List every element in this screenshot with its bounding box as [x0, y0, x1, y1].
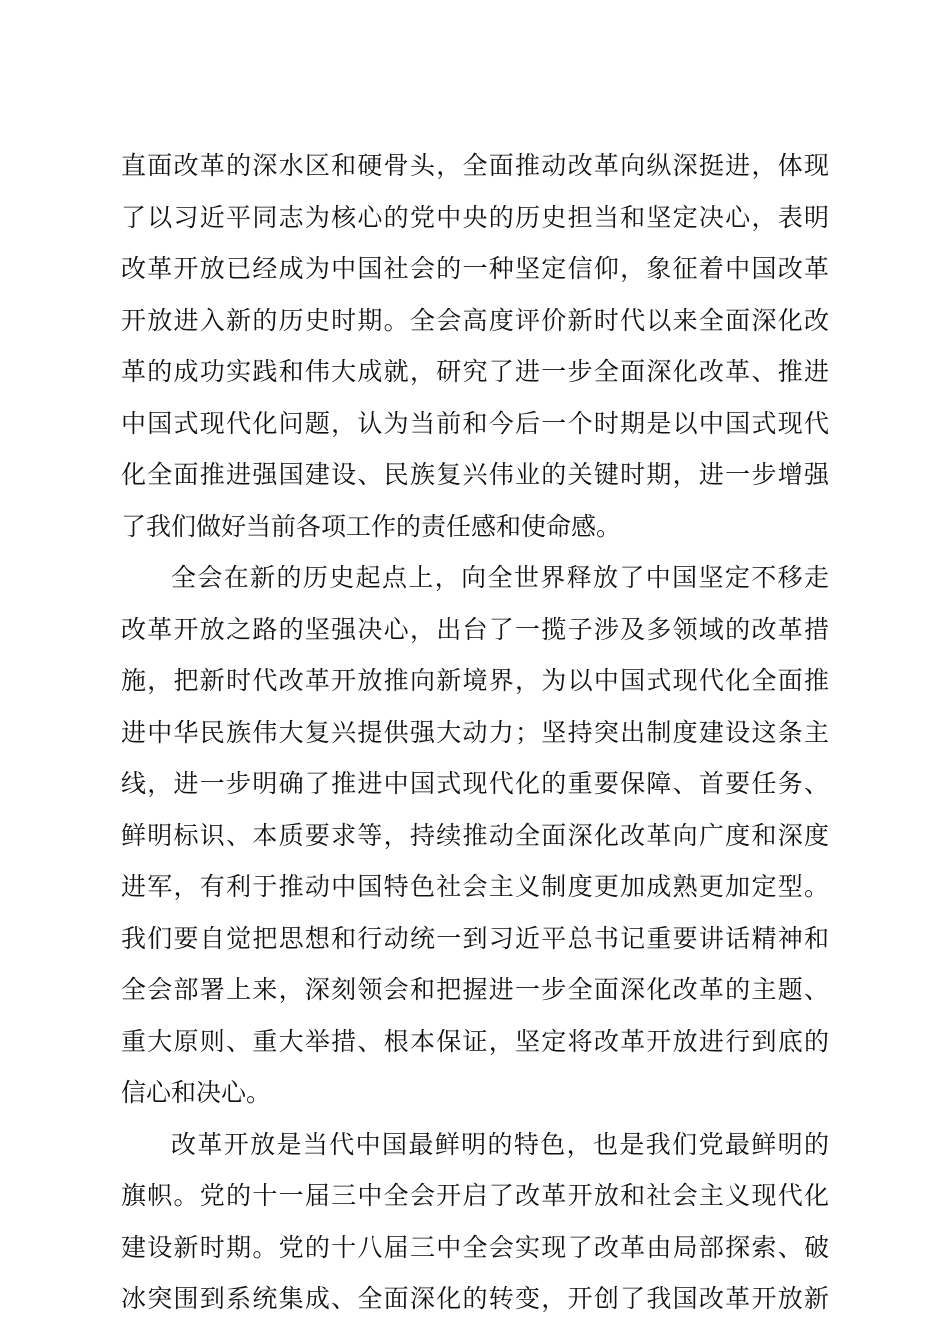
text-line: 直面改革的深水区和硬骨头，全面推动改革向纵深挺进，体现	[121, 151, 829, 180]
text-line: 线，进一步明确了推进中国式现代化的重要保障、首要任务、	[121, 769, 829, 798]
text-line: 了我们做好当前各项工作的责任感和使命感。	[121, 511, 622, 541]
text-line: 旗帜。党的十一届三中全会开启了改革开放和社会主义现代化	[121, 1181, 829, 1210]
paragraph-2	[121, 552, 829, 1119]
text-line: 重大原则、重大举措、根本保证，坚定将改革开放进行到底的	[121, 1026, 829, 1056]
text-line: 改革开放之路的坚强决心，出台了一揽子涉及多领域的改革措	[121, 614, 829, 644]
text-line: 信心和决心。	[121, 1078, 272, 1107]
text-line: 化全面推进强国建设、民族复兴伟业的关键时期，进一步增强	[121, 460, 829, 489]
text-line: 进中华民族伟大复兴提供强大动力；坚持突出制度建设这条主	[121, 717, 829, 747]
text-line: 改革开放已经成为中国社会的一种坚定信仰，象征着中国改革	[121, 254, 829, 283]
text-line: 了以习近平同志为核心的党中央的历史担当和坚定决心，表明	[121, 202, 829, 232]
text-line: 革的成功实践和伟大成就，研究了进一步全面深化改革、推进	[121, 357, 829, 386]
paragraph-3	[121, 1119, 829, 1325]
text-line: 冰突围到系统集成、全面深化的转变，开创了我国改革开放新	[121, 1284, 829, 1313]
text-line: 建设新时期。党的十八届三中全会实现了改革由局部探索、破	[121, 1232, 829, 1262]
text-line: 改革开放是当代中国最鲜明的特色，也是我们党最鲜明的	[171, 1129, 829, 1159]
text-line: 全会在新的历史起点上，向全世界释放了中国坚定不移走	[171, 563, 829, 592]
text-line: 全会部署上来，深刻领会和把握进一步全面深化改革的主题、	[121, 975, 829, 1004]
text-line: 进军，有利于推动中国特色社会主义制度更加成熟更加定型。	[121, 872, 829, 901]
paragraph-1	[121, 140, 829, 552]
text-line: 开放进入新的历史时期。全会高度评价新时代以来全面深化改	[121, 305, 829, 335]
text-line: 施，把新时代改革开放推向新境界，为以中国式现代化全面推	[121, 666, 829, 695]
body-text	[121, 140, 829, 1325]
text-line: 中国式现代化问题，认为当前和今后一个时期是以中国式现代	[121, 408, 829, 438]
text-line: 我们要自觉把思想和行动统一到习近平总书记重要讲话精神和	[121, 923, 829, 953]
text-line: 鲜明标识、本质要求等，持续推动全面深化改革向广度和深度	[121, 820, 829, 850]
